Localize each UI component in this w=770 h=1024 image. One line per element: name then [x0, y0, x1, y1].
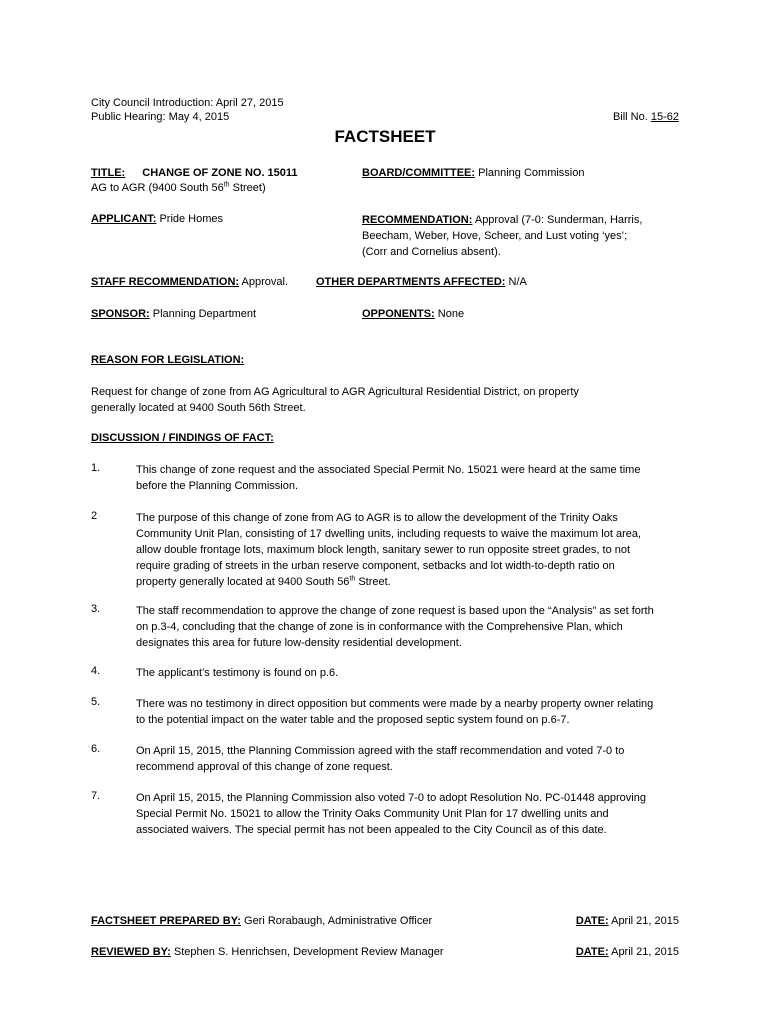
item-number: 3. [91, 603, 101, 615]
title-label: TITLE: [91, 167, 126, 179]
reviewed-date: April 21, 2015 [608, 946, 679, 958]
staff-value: Approval. [239, 276, 288, 288]
board-label: BOARD/COMMITTEE: [362, 167, 476, 179]
reason-text [91, 384, 579, 416]
item-number: 1. [91, 462, 101, 474]
other-line [316, 275, 527, 289]
intro-date: City Council Introduction: April 27, 2015 [91, 97, 284, 109]
other-value: N/A [505, 276, 527, 288]
applicant-label: APPLICANT: [91, 213, 157, 225]
item-number: 5. [91, 696, 101, 708]
page-title: FACTSHEET [334, 127, 436, 146]
item-text: On April 15, 2015, the Planning Commission also voted 7-0 to adopt Resolution No. PC-01448 approving Special Permit No. 15021 to allow the Trinity Oaks Community Unit Plan for 17 dwelling units and associated waivers. The special permit has not been appealed to the City Council as of this date. [136, 792, 646, 836]
reviewed-label: REVIEWED BY: [91, 946, 171, 958]
prepared-label: FACTSHEET PREPARED BY: [91, 915, 241, 927]
reviewed-by-line [91, 945, 444, 959]
opponents-line [362, 307, 464, 321]
opponents-label: OPPONENTS: [362, 308, 435, 320]
staff-label: STAFF RECOMMENDATION: [91, 276, 240, 288]
item-number: 2 [91, 510, 98, 522]
recommendation-line3: (Corr and Cornelius absent). [362, 246, 501, 258]
bill-value: 15-62 [650, 111, 679, 123]
staff-line [91, 275, 288, 289]
other-label: OTHER DEPARTMENTS AFFECTED: [316, 276, 506, 288]
title-line2-post: Street) [229, 182, 266, 194]
title-line [91, 166, 298, 180]
bill-number [613, 110, 679, 124]
item-text: The applicant’s testimony is found on p.6. [136, 667, 339, 679]
item-text-post: Street. [355, 576, 391, 588]
item-number: 7. [91, 790, 101, 802]
title-line2-pre: AG to AGR (9400 South 56 [91, 182, 224, 194]
item-text-pre: The purpose of this change of zone from AG to AGR is to allow the development of the Trinity Oaks Community Unit Plan, consisting of 17 dwelling units, including requests to waive the maximum lot area, allow double frontage lots, maximum block length, sanitary sewer to run opposite street grades, to not require grading of streets in the urban reserve component, setbacks and lot width-to-depth ratio on property generally located at 9400 South 56 [136, 512, 642, 588]
item-text: On April 15, 2015, tthe Planning Commission agreed with the staff recommendation and voted 7-0 to recommend approval of this change of zone request. [136, 745, 625, 773]
reviewed-date-line [576, 945, 679, 959]
item-text [136, 510, 656, 590]
date-label: DATE: [575, 915, 609, 927]
sponsor-line [91, 307, 256, 321]
title-line2-sup: th [223, 181, 230, 189]
sponsor-value: Planning Department [149, 308, 257, 320]
item-text-sup: th [349, 575, 356, 583]
applicant-line [91, 212, 223, 226]
recommendation-label: RECOMMENDATION: [362, 214, 473, 226]
item-number: 6. [91, 743, 101, 755]
reason-line2: generally located at 9400 South 56th Street. [91, 402, 306, 414]
recommendation-line2: Beecham, Weber, Hove, Scheer, and Lust voting ‘yes’; [362, 230, 628, 242]
prepared-date-line [576, 914, 679, 928]
board-line [362, 166, 584, 180]
reason-heading: REASON FOR LEGISLATION: [91, 354, 245, 366]
title-value: CHANGE OF ZONE NO. 15011 [142, 167, 298, 179]
prepared-value: Geri Rorabaugh, Administrative Officer [240, 915, 433, 927]
opponents-value: None [434, 308, 465, 320]
reviewed-value: Stephen S. Henrichsen, Development Review Manager [170, 946, 444, 958]
item-text: There was no testimony in direct opposition but comments were made by a nearby property owner relating to the potential impact on the water table and the proposed septic system found on p.6-7. [136, 698, 654, 726]
applicant-value: Pride Homes [156, 213, 224, 225]
reason-line1: Request for change of zone from AG Agricultural to AGR Agricultural Residential District, on property [91, 386, 579, 398]
recommendation-line1: Approval (7-0: Sunderman, Harris, [472, 214, 643, 226]
recommendation-block [362, 212, 642, 260]
prepared-by-line [91, 914, 432, 928]
discussion-heading: DISCUSSION / FINDINGS OF FACT: [91, 432, 274, 444]
date-label: DATE: [575, 946, 609, 958]
board-value: Planning Commission [475, 167, 585, 179]
hearing-date: Public Hearing: May 4, 2015 [91, 111, 230, 123]
prepared-date: April 21, 2015 [608, 915, 679, 927]
bill-label: Bill No. [612, 111, 648, 123]
sponsor-label: SPONSOR: [91, 308, 150, 320]
item-number: 4. [91, 665, 101, 677]
item-text: This change of zone request and the associated Special Permit No. 15021 were heard at the same time before the Planning Commission. [136, 464, 641, 492]
item-text: The staff recommendation to approve the change of zone request is based upon the “Analysis” as set forth on p.3-4, concluding that the change of zone is in conformance with the Comprehensive Plan, which designates this area for future low-density residential development. [136, 605, 654, 649]
title-line2 [91, 181, 266, 195]
